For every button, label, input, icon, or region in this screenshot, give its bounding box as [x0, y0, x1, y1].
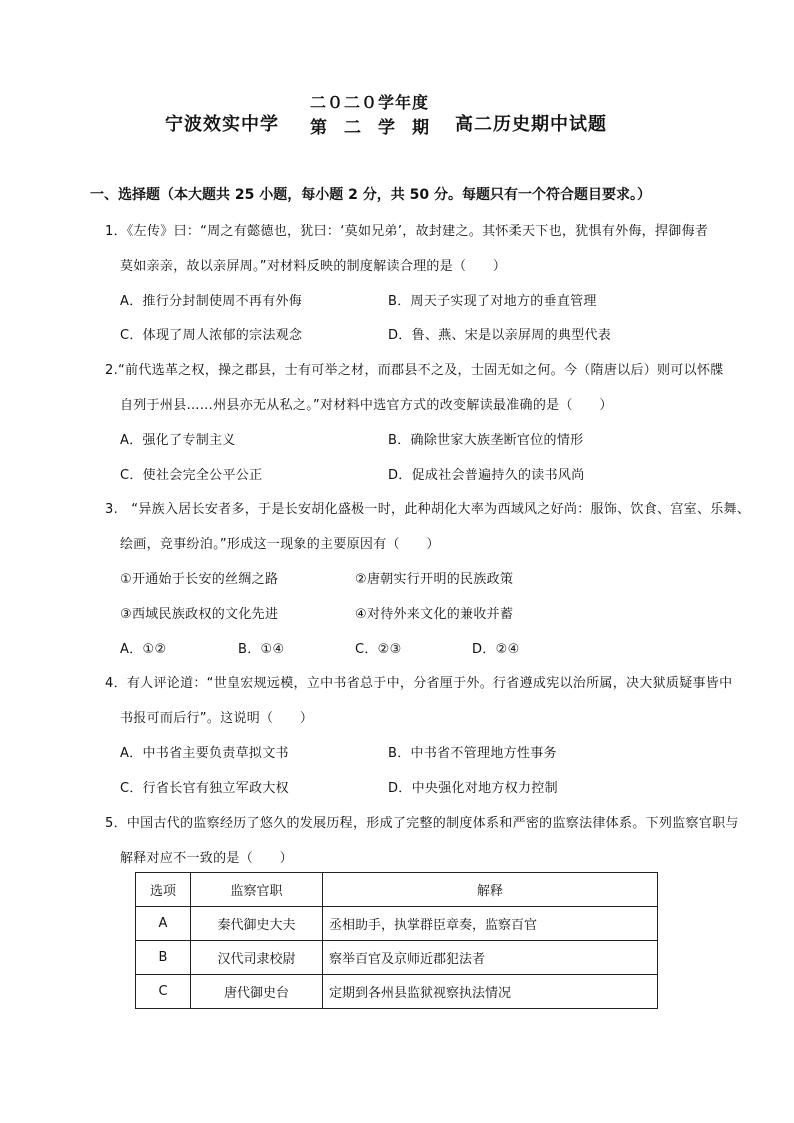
question-4-line-1: 4．有人评论道：“世皇宏规远模，立中书省总于中，分省厘于外。行省遵成宪以治所属，决大狱质疑事皆中	[105, 676, 733, 691]
table-cell: 定期到各州县监狱视察执法情况	[323, 975, 658, 1009]
table-cell: 汉代司隶校尉	[191, 941, 323, 975]
question-4-option-b: B．中书省不管理地方性事务	[388, 746, 557, 761]
question-5-line-1: 5．中国古代的监察经历了悠久的发展历程，形成了完整的制度体系和严密的监察法律体系。下列监察官职与	[105, 816, 739, 831]
question-1-line-2: 莫如亲亲，故以亲屏周。”对材料反映的制度解读合理的是（ ）	[120, 259, 507, 274]
question-1-option-a: A．推行分封制使周不再有外侮	[120, 294, 303, 309]
table-row	[136, 975, 658, 1009]
question-5-line-2: 解释对应不一致的是（ ）	[120, 851, 293, 866]
question-1-option-c: C．体现了周人浓郁的宗法观念	[120, 328, 303, 343]
table-header-explanation: 解释	[323, 873, 658, 907]
question-4-option-a: A．中书省主要负责草拟文书	[120, 746, 289, 761]
question-2-line-1: 2.“前代选革之权，操之郡县，士有可举之材，而郡县不之及，士固无如之何。今（隋唐以后）则可以怀牒	[105, 363, 724, 378]
exam-title: 高二历史期中试题	[455, 114, 607, 135]
question-3-line-1: 3. “异族入居长安者多，于是长安胡化盛极一时，此种胡化大率为西域风之好尚：服饰、饮食、宫室、乐舞、	[105, 502, 751, 517]
question-2-option-c: C．使社会完全公平公正	[120, 468, 263, 483]
school-name: 宁波效实中学	[165, 114, 279, 135]
table-cell: A	[136, 907, 191, 941]
table-header-row	[136, 873, 658, 907]
question-4-option-d: D．中央强化对地方权力控制	[388, 781, 558, 796]
school-year: 二０二０学年度	[310, 93, 430, 112]
question-3-item-1: ①开通始于长安的丝绸之路	[120, 572, 279, 587]
question-4-option-c: C．行省长官有独立军政大权	[120, 781, 289, 796]
question-3-item-2: ②唐朝实行开明的民族政策	[355, 572, 514, 587]
question-3-choice-c: C．②③	[355, 642, 402, 657]
supervision-table	[135, 872, 658, 1009]
table-header-option: 选项	[136, 873, 191, 907]
question-3-item-3: ③西域民族政权的文化先进	[120, 607, 279, 622]
question-2-line-2: 自列于州县……州县亦无从私之。”对材料中选官方式的改变解读最准确的是（ ）	[120, 398, 613, 413]
question-1-line-1: 1．《左传》曰：“周之有懿德也，犹曰：‘莫如兄弟’，故封建之。其怀柔天下也，犹惧有外侮，捍御侮者	[105, 224, 709, 239]
question-2-option-a: A．强化了专制主义	[120, 433, 236, 448]
question-3-choice-d: D．②④	[472, 642, 520, 657]
table-cell: 秦代御史大夫	[191, 907, 323, 941]
table-row	[136, 907, 658, 941]
question-1-option-d: D．鲁、燕、宋是以亲屏周的典型代表	[388, 328, 612, 343]
question-1-option-b: B．周天子实现了对地方的垂直管理	[388, 294, 597, 309]
table-header-official: 监察官职	[191, 873, 323, 907]
table-cell: 察举百官及京师近郡犯法者	[323, 941, 658, 975]
question-3-choice-a: A．①②	[120, 642, 167, 657]
section-title: 一、选择题（本大题共 25 小题，每小题 2 分，共 50 分。每题只有一个符合题目要求。）	[90, 187, 651, 203]
question-3-line-2: 绘画，竞事纷泊。”形成这一现象的主要原因有（ ）	[120, 537, 440, 552]
table-cell: C	[136, 975, 191, 1009]
question-3-choice-b: B．①④	[238, 642, 285, 657]
question-3-item-4: ④对待外来文化的兼收并蓄	[355, 607, 514, 622]
table-row	[136, 941, 658, 975]
question-4-line-2: 书报可而后行”。这说明（ ）	[120, 711, 314, 726]
table-cell: 唐代御史台	[191, 975, 323, 1009]
table-cell: B	[136, 941, 191, 975]
table-cell: 丞相助手，执掌群臣章奏，监察百官	[323, 907, 658, 941]
term: 第 二 学 期	[310, 118, 429, 138]
question-2-option-b: B．确除世家大族垄断官位的情形	[388, 433, 584, 448]
question-2-option-d: D．促成社会普遍持久的读书风尚	[388, 468, 585, 483]
